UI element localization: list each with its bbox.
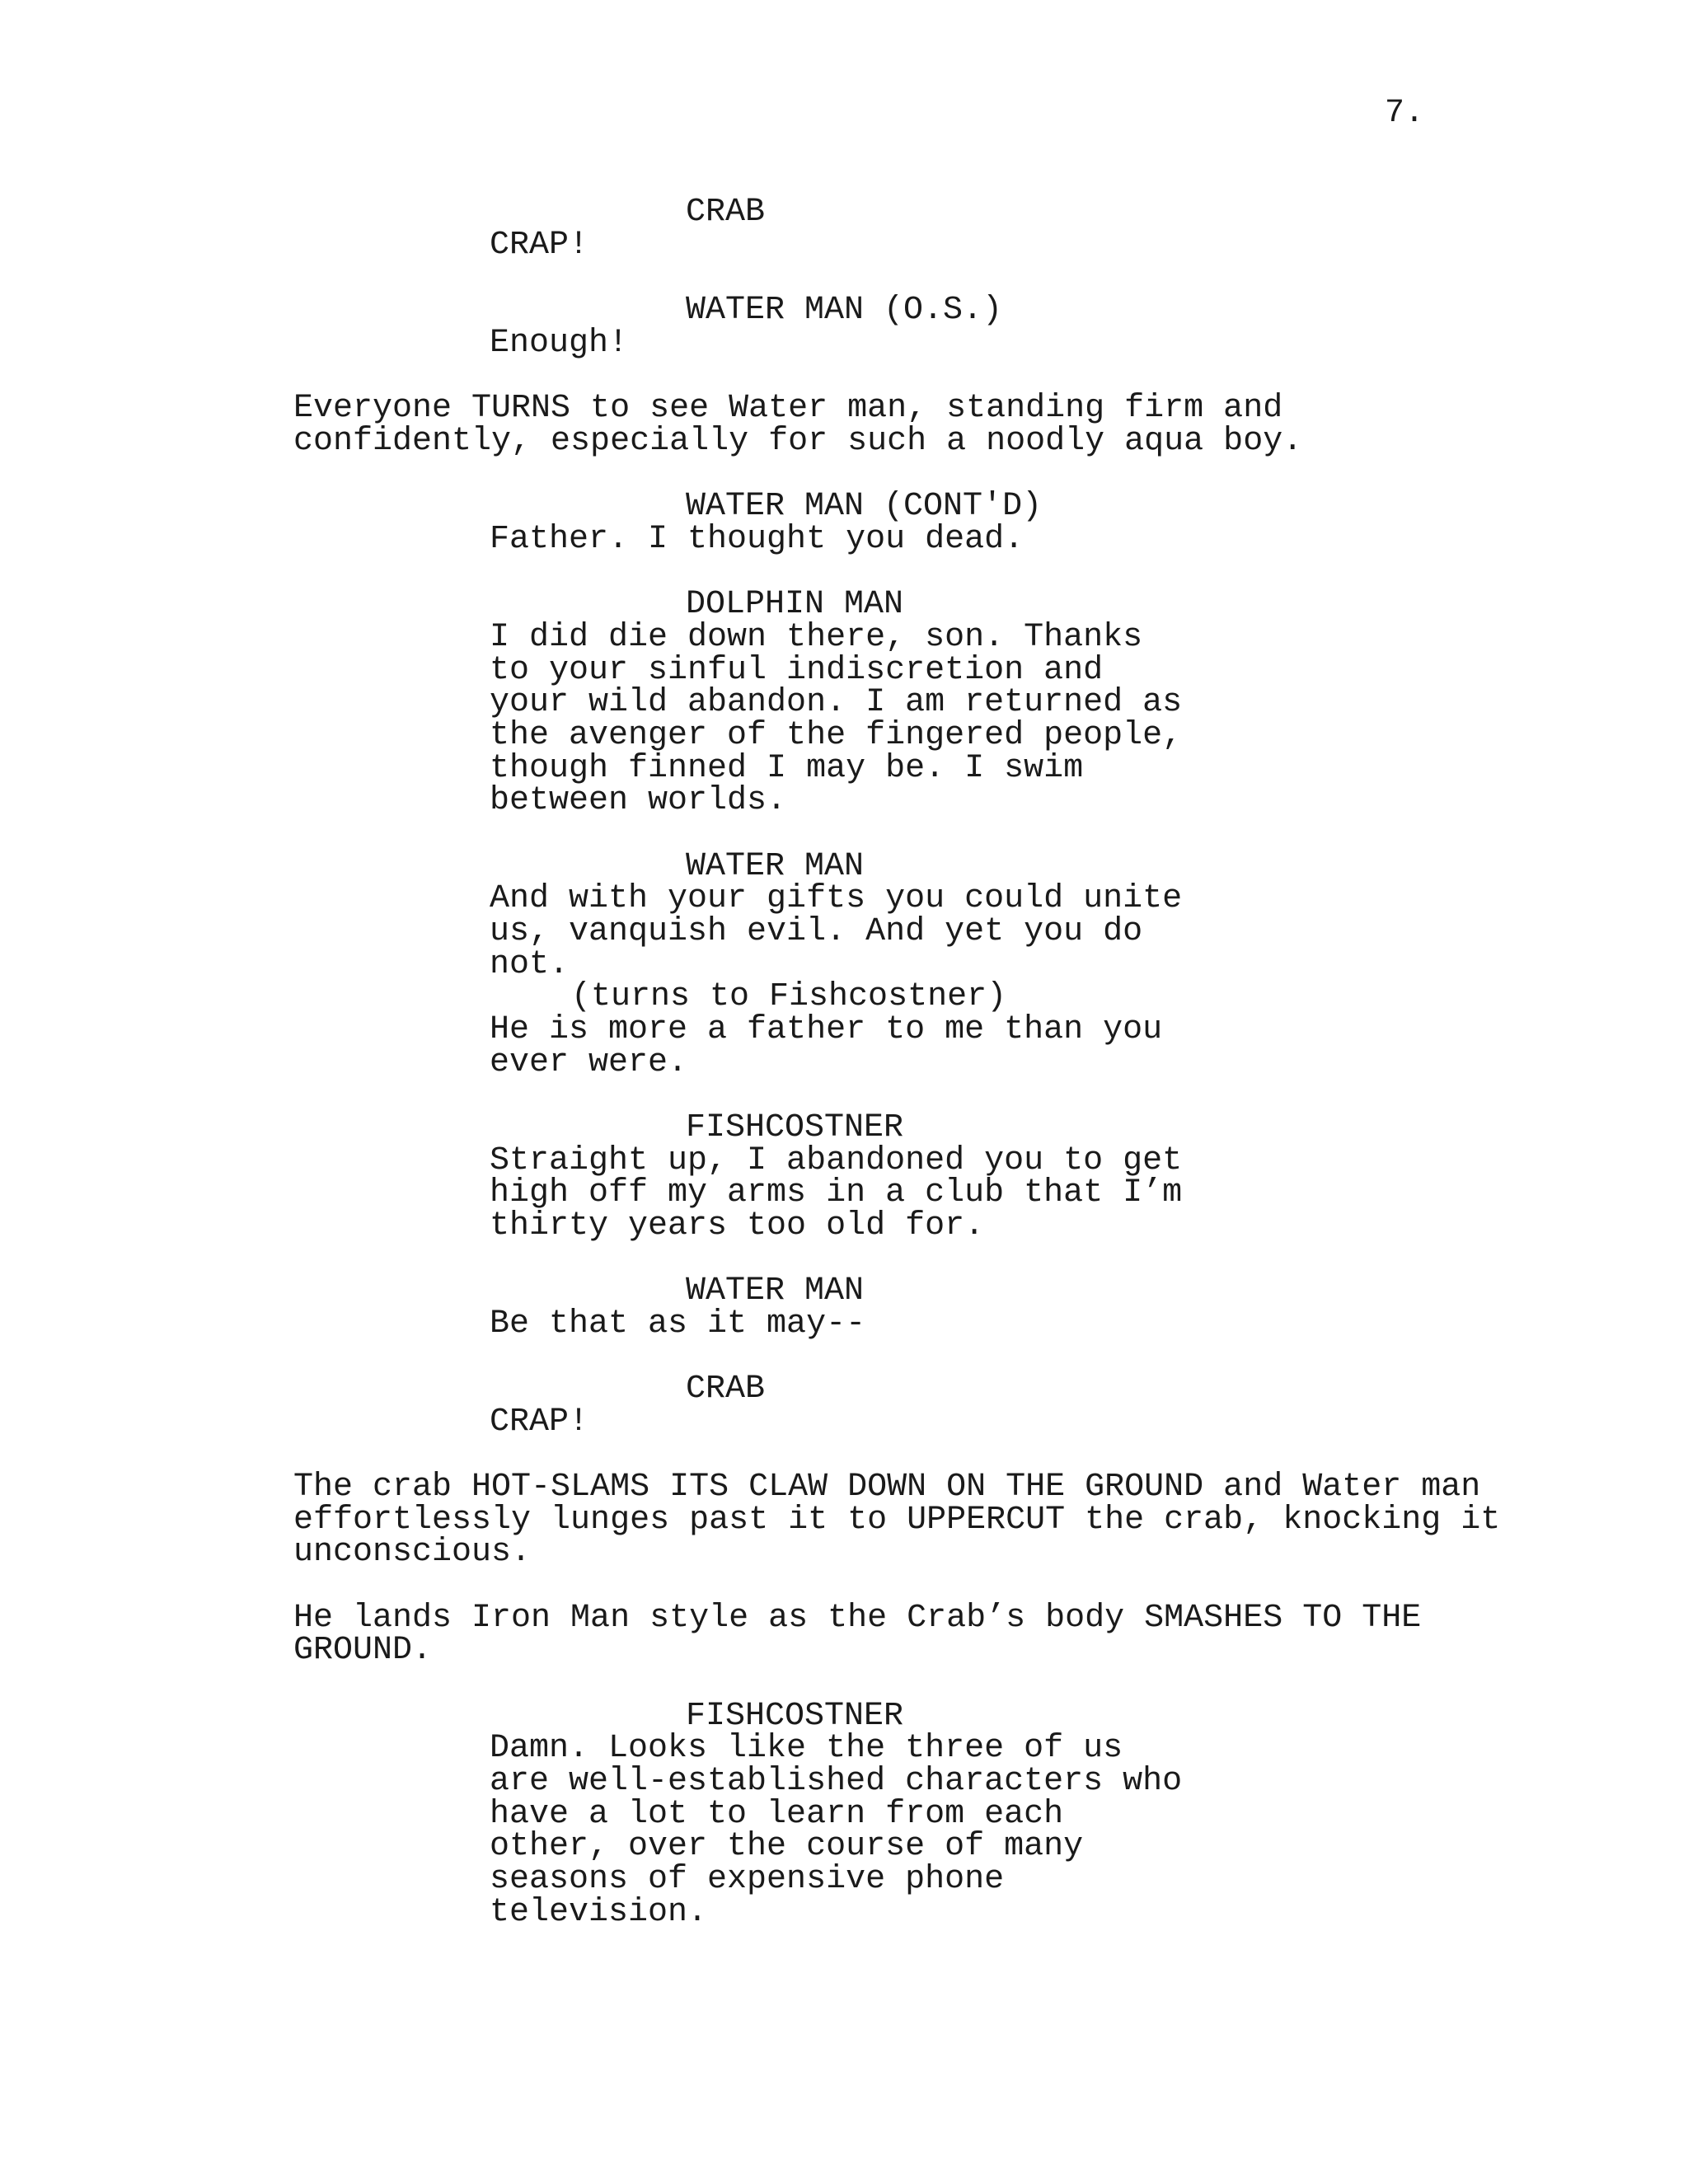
parenthetical: (turns to Fishcostner) bbox=[571, 978, 1007, 1015]
dialogue-line: CRAP! bbox=[490, 1404, 589, 1441]
character-name: DOLPHIN MAN bbox=[686, 586, 904, 623]
dialogue-line: Straight up, I abandoned you to get bbox=[490, 1142, 1183, 1179]
dialogue-line: ever were. bbox=[490, 1044, 688, 1081]
page-number: 7. bbox=[1385, 95, 1425, 132]
dialogue-line: Damn. Looks like the three of us bbox=[490, 1730, 1123, 1767]
character-name: WATER MAN bbox=[686, 848, 865, 885]
dialogue-line: Enough! bbox=[490, 325, 629, 362]
action-line: effortlessly lunges past it to UPPERCUT the crab, knocking it bbox=[293, 1502, 1501, 1539]
dialogue-line: to your sinful indiscretion and bbox=[490, 652, 1104, 689]
action-line: Everyone TURNS to see Water man, standing firm and bbox=[293, 390, 1283, 427]
dialogue-line: television. bbox=[490, 1894, 708, 1931]
dialogue-line: high off my arms in a club that I’m bbox=[490, 1174, 1183, 1212]
dialogue-line: Be that as it may-- bbox=[490, 1305, 866, 1343]
character-name: FISHCOSTNER bbox=[686, 1698, 904, 1735]
dialogue-line: are well-established characters who bbox=[490, 1763, 1183, 1800]
dialogue-line: the avenger of the fingered people, bbox=[490, 717, 1183, 754]
dialogue-line: I did die down there, son. Thanks bbox=[490, 619, 1143, 656]
dialogue-line: between worlds. bbox=[490, 782, 787, 819]
character-name: CRAB bbox=[686, 1371, 766, 1408]
character-name: FISHCOSTNER bbox=[686, 1109, 904, 1146]
action-line: confidently, especially for such a noodly aqua boy. bbox=[293, 423, 1303, 460]
character-name: WATER MAN (CONT'D) bbox=[686, 488, 1043, 525]
dialogue-line: He is more a father to me than you bbox=[490, 1011, 1163, 1048]
character-name: WATER MAN bbox=[686, 1272, 865, 1310]
character-name: CRAB bbox=[686, 194, 766, 231]
character-name: WATER MAN (O.S.) bbox=[686, 292, 1003, 329]
dialogue-line: thirty years too old for. bbox=[490, 1207, 985, 1244]
dialogue-line: have a lot to learn from each bbox=[490, 1796, 1064, 1833]
dialogue-line: though finned I may be. I swim bbox=[490, 750, 1084, 787]
dialogue-line: seasons of expensive phone bbox=[490, 1861, 1005, 1898]
dialogue-line: Father. I thought you dead. bbox=[490, 521, 1025, 558]
dialogue-line: not. bbox=[490, 946, 570, 983]
dialogue-line: your wild abandon. I am returned as bbox=[490, 684, 1183, 721]
action-line: unconscious. bbox=[293, 1534, 532, 1571]
action-line: The crab HOT-SLAMS ITS CLAW DOWN ON THE GROUND and Water man bbox=[293, 1469, 1481, 1506]
dialogue-line: us, vanquish evil. And yet you do bbox=[490, 913, 1143, 950]
action-line: GROUND. bbox=[293, 1632, 433, 1669]
dialogue-line: CRAP! bbox=[490, 227, 589, 264]
action-line: He lands Iron Man style as the Crab’s body SMASHES TO THE bbox=[293, 1600, 1422, 1637]
dialogue-line: other, over the course of many bbox=[490, 1828, 1084, 1865]
dialogue-line: And with your gifts you could unite bbox=[490, 880, 1183, 917]
